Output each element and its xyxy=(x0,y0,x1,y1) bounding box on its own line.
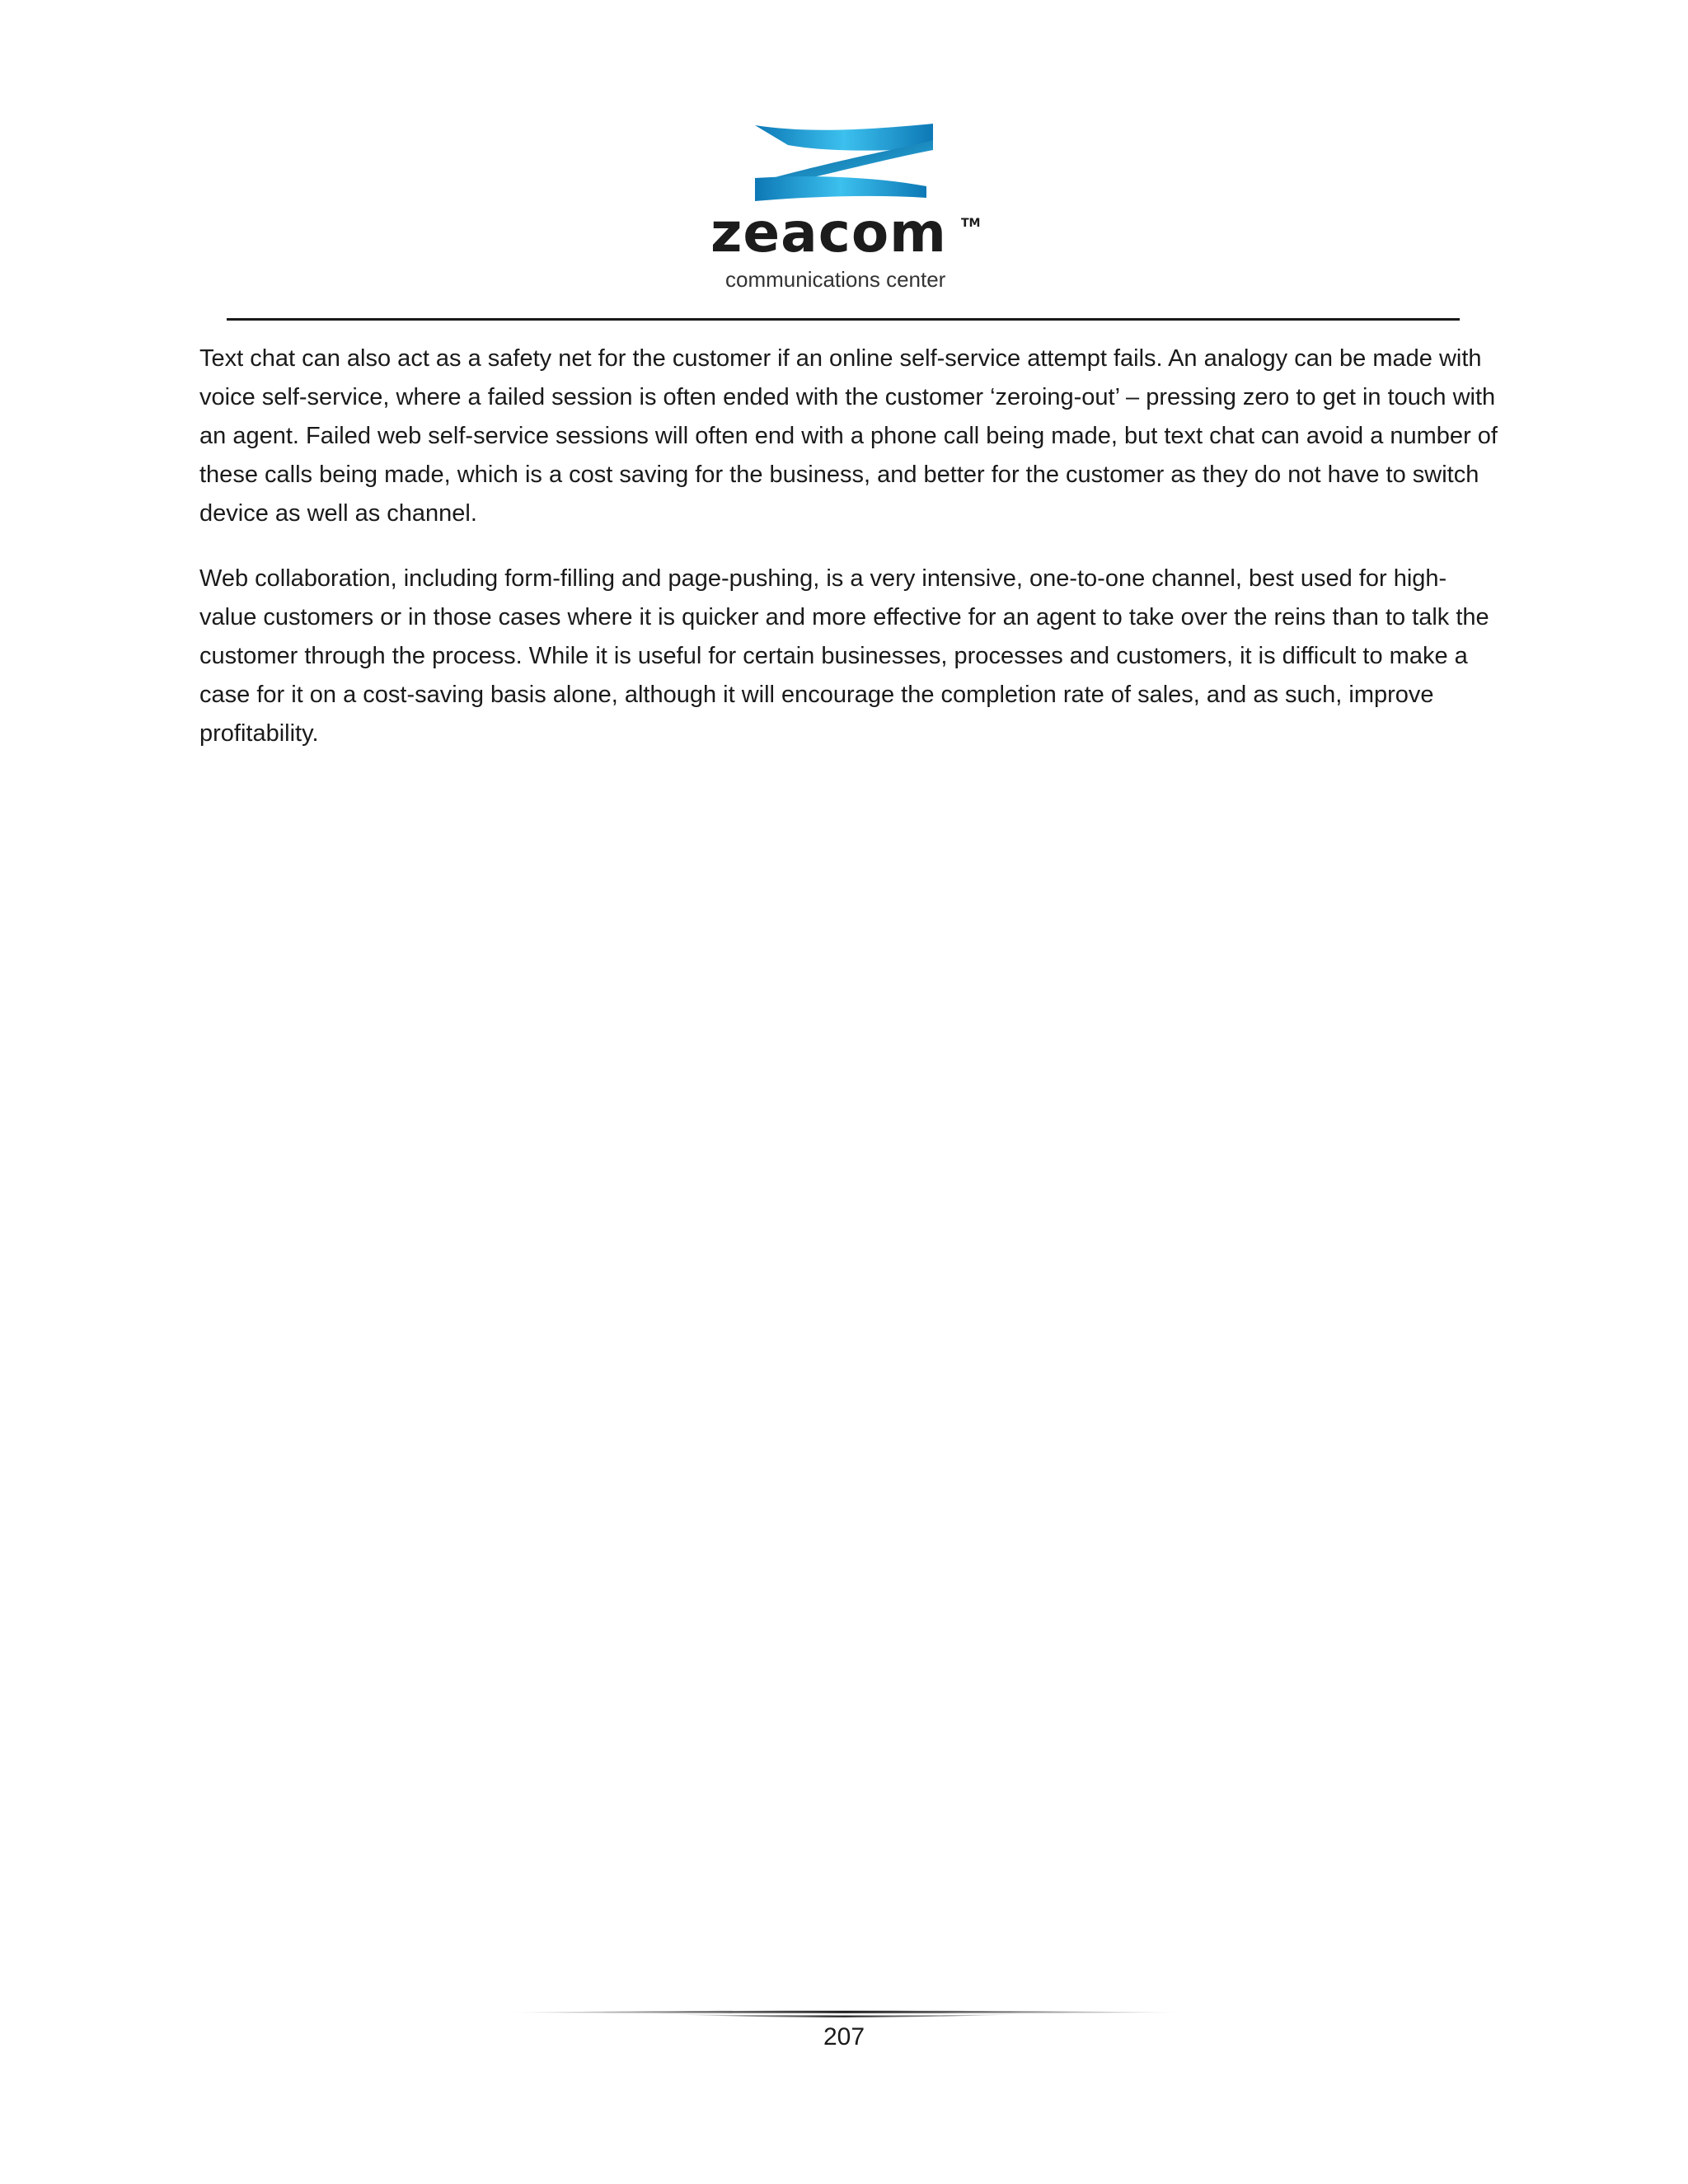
footer-divider xyxy=(503,2008,1187,2024)
paragraph: Web collaboration, including form-filling and page-pushing, is a very intensive, one-to-one channel, best used for high-value customers or in those cases where it is quicker and more effective for an agent to take over the reins than to talk the customer through the process. While it is useful for certain businesses, processes and customers, it is difficult to make a case for it on a cost-saving basis alone, although it will encourage the completion rate of sales, and as such, improve profitability. xyxy=(199,565,1489,747)
header-divider xyxy=(227,318,1460,321)
logo-tagline: communications center xyxy=(725,267,946,292)
zeacom-z-mark-icon xyxy=(709,115,989,206)
logo-wordmark: zeacom xyxy=(710,201,947,265)
zeacom-logo xyxy=(709,115,989,297)
logo-trademark: TM xyxy=(961,217,981,230)
body-text xyxy=(199,340,1502,780)
page-number: 207 xyxy=(823,2023,865,2050)
paragraph: Text chat can also act as a safety net for the customer if an online self-service attempt fails. An analogy can be made with voice self-service, where a failed session is often ended with the customer ‘zeroing-out’ – pressing zero to get in touch with an agent. Failed web self-service sessions will often end with a phone call being made, but text chat can avoid a number of these calls being made, which is a cost saving for the business, and better for the customer as they do not have to switch device as well as channel. xyxy=(199,345,1498,527)
page-header xyxy=(0,0,1688,330)
